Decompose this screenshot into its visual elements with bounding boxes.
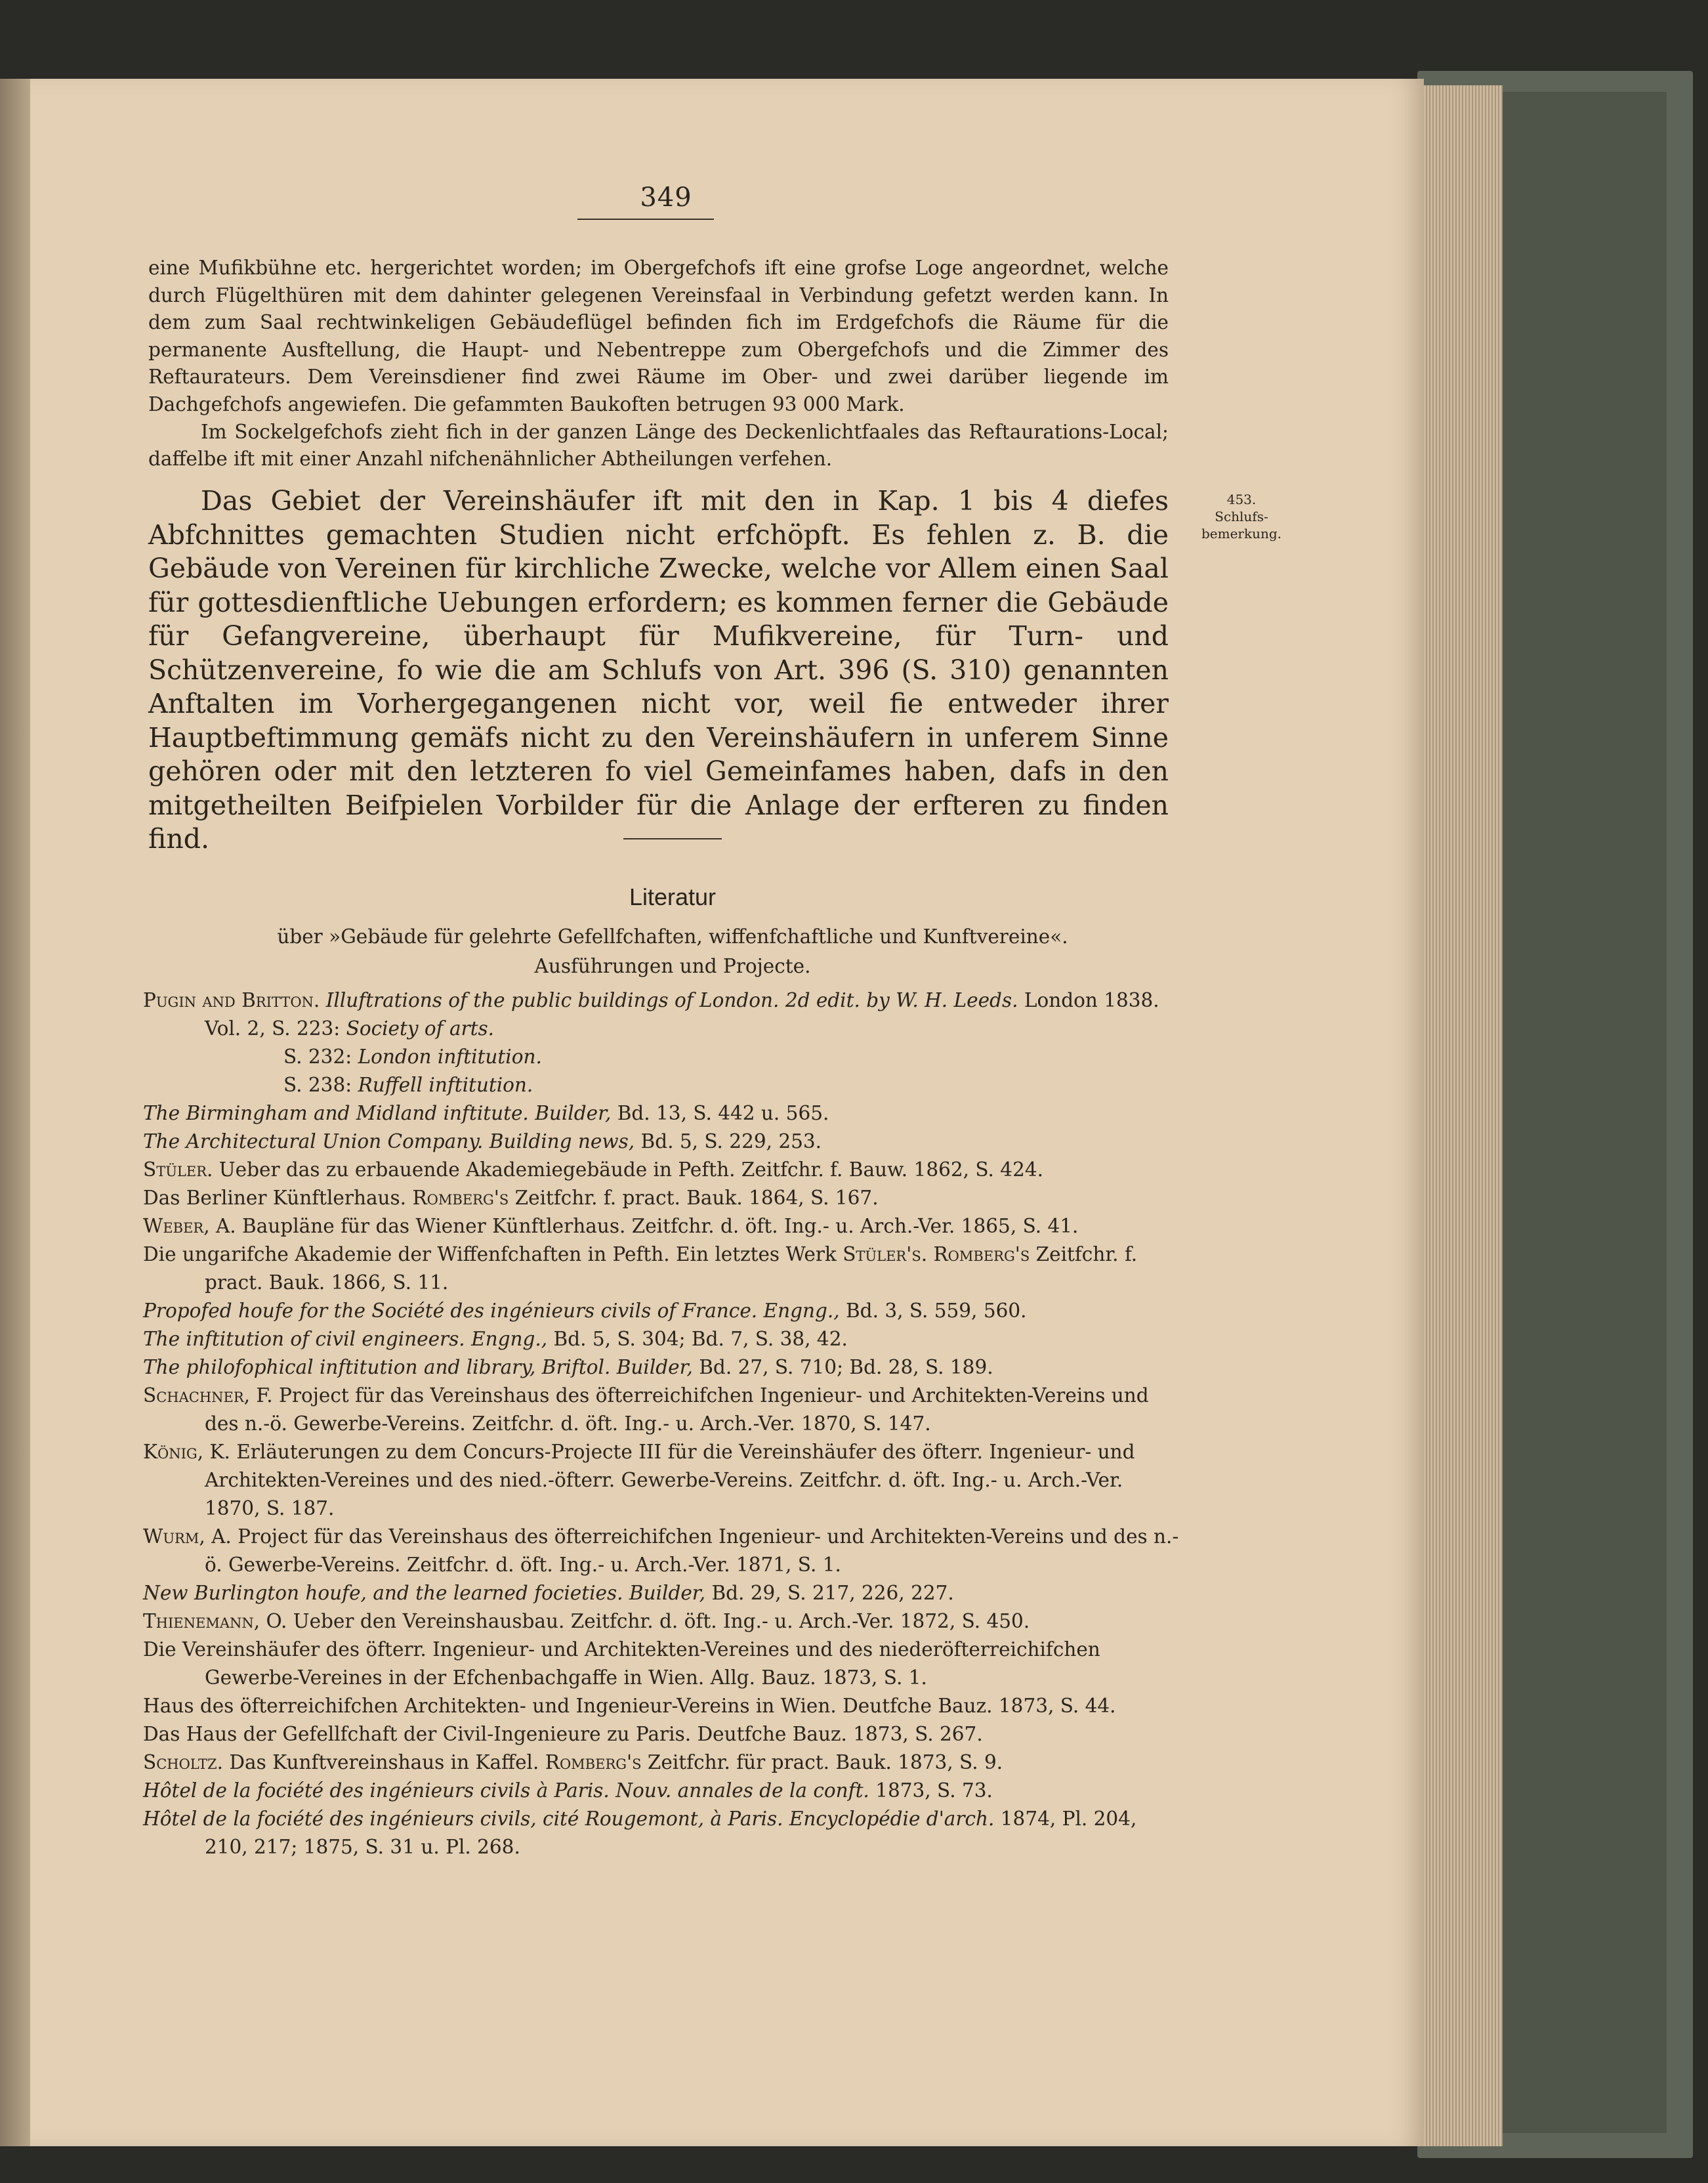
reference-entry: The Birmingham and Midland inftitute. Builder, Bd. 13, S. 442 u. 565. bbox=[143, 1102, 829, 1124]
reference-entry: Hôtel de la fociété des ingénieurs civils, cité Rougemont, à Paris. Encyclopédie d'arch. 1874, Pl. 204, 210, 217; 1875, S. 31 u. Pl. 268. bbox=[143, 1808, 1137, 1858]
reference-entry: The philofophical inftitution and library, Briftol. Builder, Bd. 27, S. 710; Bd. 28, S. 189. bbox=[143, 1356, 993, 1378]
paragraph-2: Im Sockelgefchofs zieht fich in der ganzen Länge des Deckenlichtfaales das Reftaurations-Local; daffelbe ift mit einer Anzahl nifchenähnlicher Abtheilungen verfehen. bbox=[148, 420, 1169, 471]
reference-entry: Wurm, A. Project für das Vereinshaus des öfterreichifchen Ingenieur- und Architekten-Vereins und des n.-ö. Gewerbe-Vereins. Zeitfchr. d. öft. Ing.- u. Arch.-Ver. 1871, S. 1. bbox=[143, 1525, 1179, 1576]
literature-subtitle: über »Gebäude für gelehrte Gefellfchaften, wiffenfchaftliche und Kunftvereine«. bbox=[277, 925, 1068, 948]
reference-entry: The inftitution of civil engineers. Engng., Bd. 5, S. 304; Bd. 7, S. 38, 42. bbox=[143, 1328, 848, 1350]
paragraph-1: eine Mufikbühne etc. hergerichtet worden; im Obergefchofs ift eine grofse Loge angeordnet, welche durch Flügelthüren mit dem dahinter gelegenen Vereinsfaal in Verbindung gefetzt werden kann. In dem zum Saal rechtwinkeligen Gebäudeflügel befinden fich im Erdgefchofs die Räume für die permanente Ausftellung, die Haupt- und Nebentreppe zum Obergefchofs und die Zimmer des Reftaurateurs. Dem Vereinsdiener find zwei Räume im Ober- und zwei darüber liegende im Dachgefchofs angewiefen. Die gefammten Baukoften betrugen 93 000 Mark. bbox=[148, 257, 1169, 415]
page-edges bbox=[1411, 85, 1503, 2146]
reference-entry: Das Berliner Künftlerhaus. Romberg's Zeitfchr. f. pract. Bauk. 1864, S. 167. bbox=[143, 1187, 879, 1209]
reference-entry: Die ungarifche Akademie der Wiffenfchaften in Pefth. Ein letztes Werk Stüler's. Romberg's Zeitfchr. f. pract. Bauk. 1866, S. 11. bbox=[143, 1243, 1138, 1294]
reference-entry: New Burlington houfe, and the learned focieties. Builder, Bd. 29, S. 217, 226, 227. bbox=[143, 1582, 954, 1604]
margin-note-line2: bemerkung. bbox=[1201, 526, 1282, 541]
left-page-edge bbox=[0, 79, 30, 2146]
reference-entry: Haus des öfterreichifchen Architekten- und Ingenieur-Vereins in Wien. Deutfche Bauz. 1873, S. 44. bbox=[143, 1695, 1116, 1717]
reference-subentry: Vol. 2, S. 223: Society of arts. bbox=[205, 1017, 495, 1040]
reference-entry: Hôtel de la fociété des ingénieurs civils à Paris. Nouv. annales de la conft. 1873, S. 73. bbox=[143, 1779, 993, 1802]
reference-entry: Weber, A. Baupläne für das Wiener Künftlerhaus. Zeitfchr. d. öft. Ing.- u. Arch.-Ver. 1865, S. 41. bbox=[143, 1215, 1079, 1237]
reference-entry: Pugin and Britton. Illuftrations of the public buildings of London. 2d edit. by W. H. Leeds. London 1838. bbox=[143, 989, 1159, 1011]
margin-note-number: 453. bbox=[1226, 492, 1257, 507]
reference-entry: König, K. Erläuterungen zu dem Concurs-Projecte III für die Vereinshäufer des öfterr. Ingenieur- und Architekten-Vereines und des nied.-öfterr. Gewerbe-Vereins. Zeitfchr. d. öft. Ing.- u. Arch.-Ver. 1870, S. 187. bbox=[143, 1441, 1135, 1519]
margin-note bbox=[1176, 491, 1307, 542]
reference-list bbox=[143, 986, 1180, 1861]
reference-entry: Thienemann, O. Ueber den Vereinshausbau. Zeitfchr. d. öft. Ing.- u. Arch.-Ver. 1872, S. 450. bbox=[143, 1610, 1030, 1632]
reference-entry: Stüler. Ueber das zu erbauende Akademiegebäude in Pefth. Zeitfchr. f. Bauw. 1862, S. 424. bbox=[143, 1158, 1043, 1181]
literature-subheading: Ausführungen und Projecte. bbox=[534, 955, 811, 977]
reference-entry: Propofed houfe for the Société des ingénieurs civils of France. Engng., Bd. 3, S. 559, 560. bbox=[143, 1300, 1027, 1322]
reference-subentry: S. 232: London inftitution. bbox=[283, 1046, 542, 1068]
reference-entry: The Architectural Union Company. Building news, Bd. 5, S. 229, 253. bbox=[143, 1130, 822, 1153]
page-number: 349 bbox=[640, 182, 692, 213]
reference-entry: Schachner, F. Project für das Vereinshaus des öfterreichifchen Ingenieur- und Architekten-Vereins und des n.-ö. Gewerbe-Vereins. Zeitfchr. d. öft. Ing.- u. Arch.-Ver. 1870, S. 147. bbox=[143, 1384, 1149, 1435]
reference-entry: Das Haus der Gefellfchaft der Civil-Ingenieure zu Paris. Deutfche Bauz. 1873, S. 267. bbox=[143, 1723, 983, 1745]
literature-heading: Literatur bbox=[629, 883, 717, 910]
reference-subentry: S. 238: Ruffell inftitution. bbox=[283, 1074, 533, 1096]
section-divider bbox=[623, 838, 722, 839]
reference-entry: Scholtz. Das Kunftvereinshaus in Kaffel. Romberg's Zeitfchr. für pract. Bauk. 1873, S. 9. bbox=[143, 1751, 1003, 1773]
reference-entry: Die Vereinshäufer des öfterr. Ingenieur- und Architekten-Vereines und des niederöfterreichifchen Gewerbe-Vereines in der Efchenbachgaffe in Wien. Allg. Bauz. 1873, S. 1. bbox=[143, 1638, 1100, 1689]
body-text-small bbox=[148, 255, 1169, 473]
margin-note-line1: Schlufs- bbox=[1215, 509, 1268, 524]
paragraph-main: Das Gebiet der Vereinshäufer ift mit den in Kap. 1 bis 4 diefes Abfchnittes gemachten Studien nicht erfchöpft. Es fehlen z. B. die Gebäude von Vereinen für kirchliche Zwecke, welche vor Allem einen Saal für gottesdienftliche Uebungen erfordern; es kommen ferner die Gebäude für Gefangvereine, überhaupt für Mufikvereine, für Turn- und Schützenvereine, fo wie die am Schlufs von Art. 396 (S. 310) genannten Anftalten im Vorhergegangenen nicht vor, weil fie entweder ihrer Hauptbeftimmung gemäfs nicht zu den Vereinshäufern in unferem Sinne gehören oder mit den letzteren fo viel Gemeinfames haben, dafs in den mitgetheilten Beifpielen Vorbilder für die Anlage der erfteren zu finden find. bbox=[148, 485, 1169, 855]
page-number-rule bbox=[577, 219, 714, 220]
